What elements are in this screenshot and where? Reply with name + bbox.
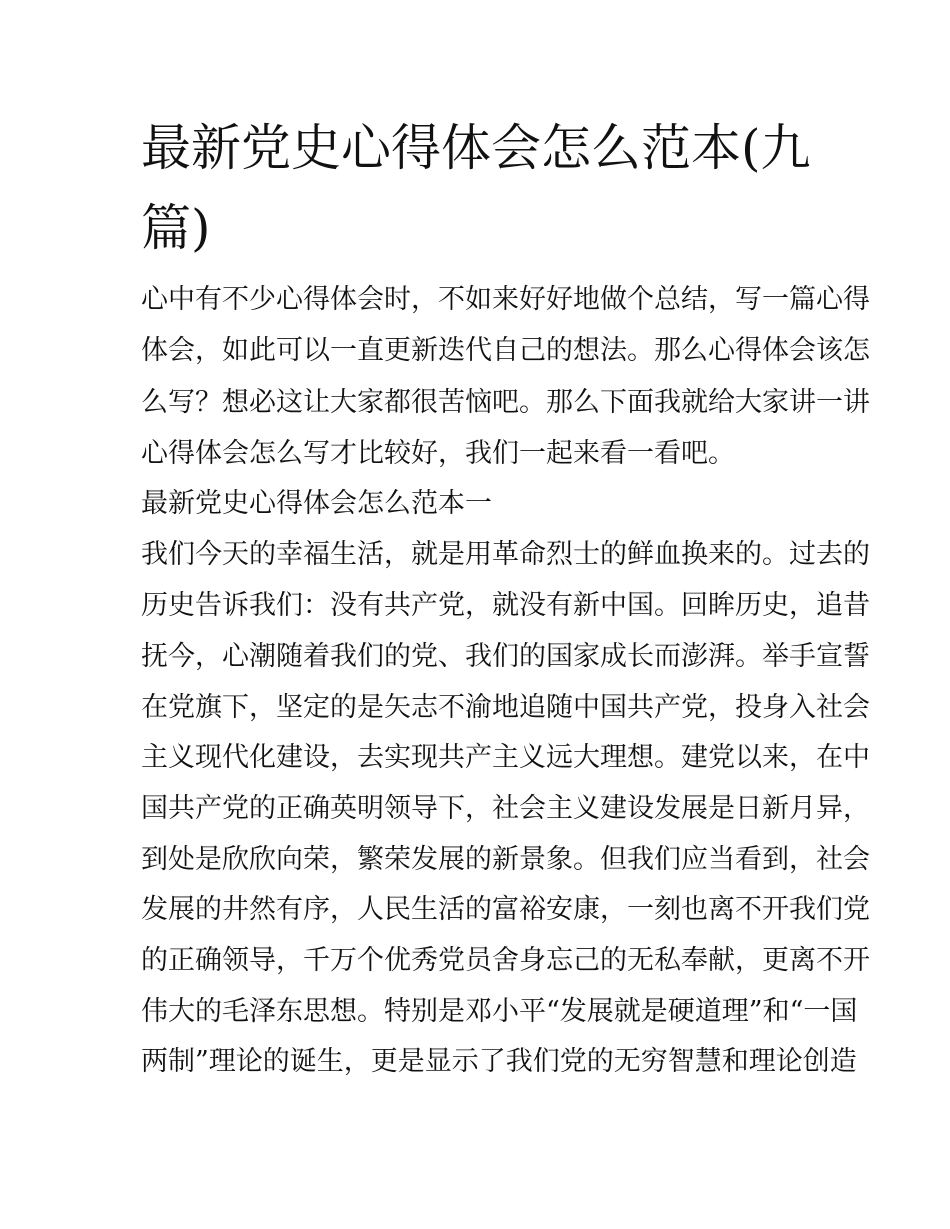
body-line: 到处是欣欣向荣，繁荣发展的新景象。但我们应当看到，社会 [141,844,870,875]
section-heading: 最新党史心得体会怎么范本一 [141,488,492,519]
body-line: 两制”理论的诞生，更是显示了我们党的无穷智慧和理论创造 [141,1046,857,1077]
body-line: 国共产党的正确英明领导下，社会主义建设发展是日新月异， [141,793,870,824]
intro-line: 心中有不少心得体会时，不如来好好地做个总结，写一篇心得 [141,284,870,315]
body-line: 主义现代化建设，去实现共产主义远大理想。建党以来，在中 [141,742,870,773]
body-line: 抚今，心潮随着我们的党、我们的国家成长而澎湃。举手宣誓 [141,641,870,672]
intro-line: 么写？想必这让大家都很苦恼吧。那么下面我就给大家讲一讲 [141,387,870,418]
document-title-line-2: 篇) [141,199,211,257]
body-line: 的正确领导，千万个优秀党员舍身忘己的无私奉献，更离不开 [141,945,870,976]
intro-line: 心得体会怎么写才比较好，我们一起来看一看吧。 [141,438,735,469]
body-line: 发展的井然有序，人民生活的富裕安康，一刻也离不开我们党 [141,894,870,925]
body-line: 我们今天的幸福生活，就是用革命烈士的鲜血换来的。过去的 [141,539,870,570]
body-line: 在党旗下，坚定的是矢志不渝地追随中国共产党，投身入社会 [141,692,870,723]
body-line: 历史告诉我们：没有共产党，就没有新中国。回眸历史，追昔 [141,590,870,621]
body-line: 伟大的毛泽东思想。特别是邓小平“发展就是硬道理”和“一国 [141,996,858,1027]
document-title-line-1: 最新党史心得体会怎么范本(九 [141,119,811,177]
intro-line: 体会，如此可以一直更新迭代自己的想法。那么心得体会该怎 [141,335,870,366]
